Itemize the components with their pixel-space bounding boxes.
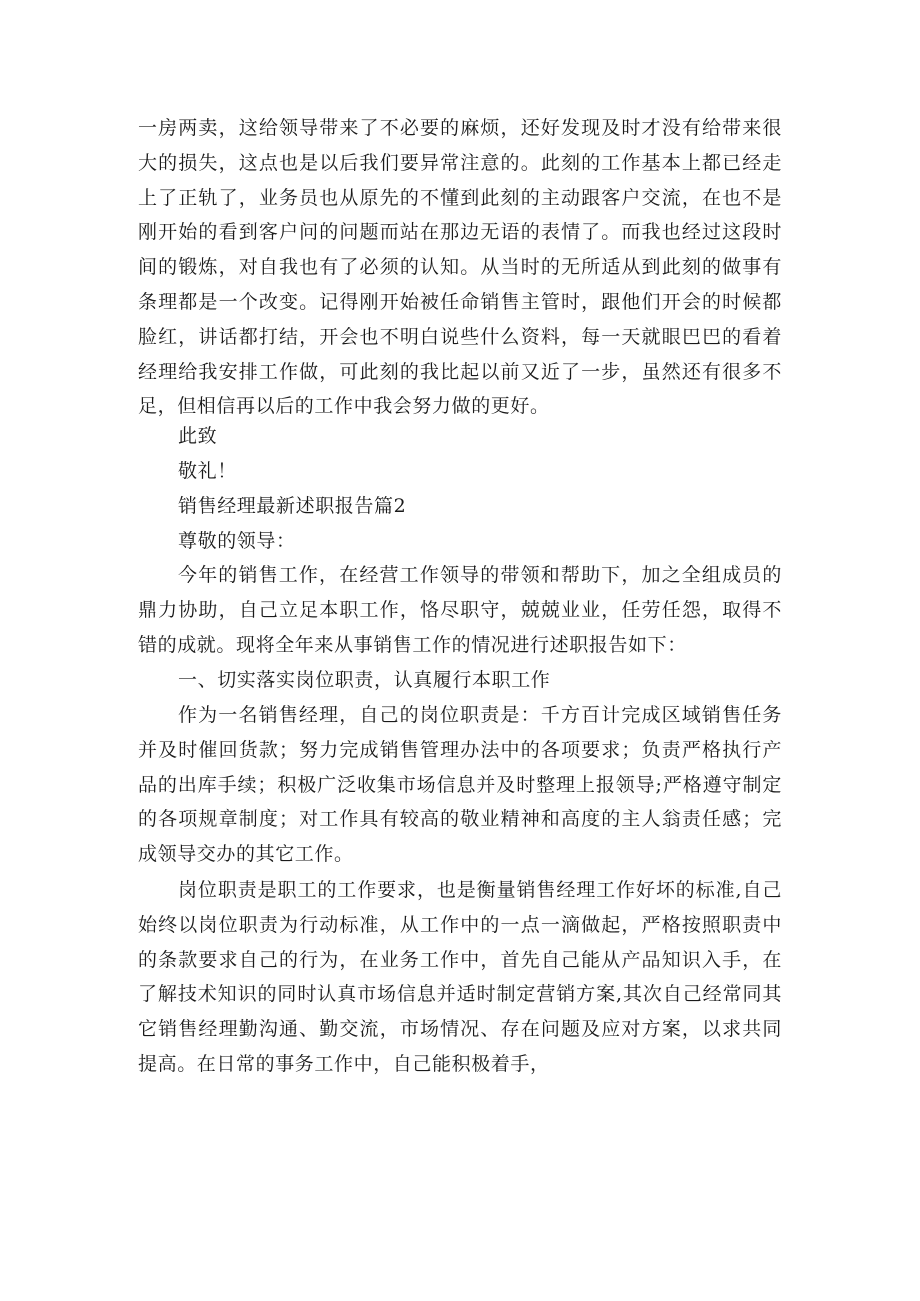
salutation: 尊敬的领导： [178, 530, 296, 552]
body-paragraph-3 [138, 698, 782, 872]
closing-line: 此致 [178, 425, 218, 447]
body-paragraph-4 [138, 873, 782, 1082]
body-paragraph-1 [138, 111, 782, 424]
section-heading: 销售经理最新述职报告篇2 [178, 495, 407, 517]
paragraph-text: 岗位职责是职工的工作要求，也是衡量销售经理工作好坏的标准,自己始终以岗位职责为行动标准，从工作中的一点一滴做起，严格按照职责中的条款要求自己的行为，在业务工作中，首先自己能从产品知识入手，在了解技术知识的同时认真市场信息并适时制定营销方案,其次自己经常同其它销售经理勤沟通、勤交流，市场情况、存在问题及应对方案，以求共同提高。在日常的事务工作中，自己能积极着手， [138, 879, 782, 1075]
paragraph-text: 今年的销售工作，在经营工作领导的带领和帮助下，加之全组成员的鼎力协助，自己立足本职工作，恪尽职守，兢兢业业，任劳任怨，取得不错的成就。现将全年来从事销售工作的情况进行述职报告如下： [138, 564, 782, 656]
subsection-title: 一、切实落实岗位职责，认真履行本职工作 [178, 669, 551, 691]
paragraph-text: 一房两卖，这给领导带来了不必要的麻烦，还好发现及时才没有给带来很大的损失，这点也是以后我们要异常注意的。此刻的工作基本上都已经走上了正轨了，业务员也从原先的不懂到此刻的主动跟客户交流，在也不是刚开始的看到客户问的问题而站在那边无语的表情了。而我也经过这段时间的锻炼，对自我也有了必须的认知。从当时的无所适从到此刻的做事有条理都是一个改变。记得刚开始被任命销售主管时，跟他们开会的时候都脸红，讲话都打结，开会也不明白说些什么资料，每一天就眼巴巴的看着经理给我安排工作做，可此刻的我比起以前又近了一步，虽然还有很多不足，但相信再以后的工作中我会努力做的更好。 [138, 117, 782, 418]
body-paragraph-2 [138, 558, 782, 662]
paragraph-text: 作为一名销售经理，自己的岗位职责是：千方百计完成区域销售任务并及时催回货款；努力完成销售管理办法中的各项要求；负责严格执行产品的出库手续；积极广泛收集市场信息并及时整理上报领导;严格遵守制定的各项规章制度；对工作具有较高的敬业精神和高度的主人翁责任感；完成领导交办的其它工作。 [138, 704, 782, 866]
closing-regards: 敬礼！ [178, 460, 237, 482]
